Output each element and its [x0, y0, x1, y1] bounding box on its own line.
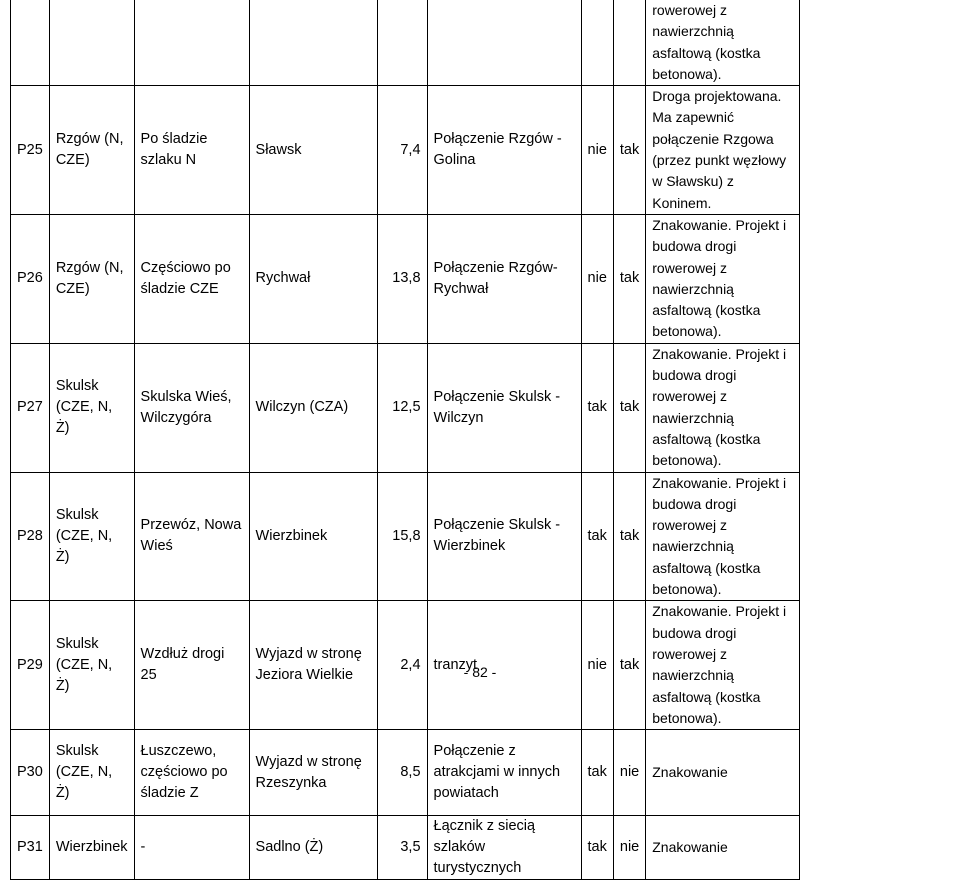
route-cell: Skulska Wieś, Wilczygóra: [134, 343, 249, 472]
from-cell: Skulsk (CZE, N, Ż): [49, 343, 134, 472]
to-cell: Wierzbinek: [249, 472, 377, 601]
flag-a-cell: tak: [581, 730, 613, 816]
route-cell: Wzdłuż drogi 25: [134, 601, 249, 730]
notes-cell: Znakowanie. Projekt i budowa drogi rowerowej z nawierzchnią asfaltową (kostka betonowa).: [646, 214, 800, 343]
from-cell: Skulsk (CZE, N, Ż): [49, 730, 134, 816]
flag-a-cell: tak: [581, 816, 613, 880]
flag-b-cell: nie: [613, 730, 645, 816]
table-row: [11, 343, 800, 472]
to-cell: Wilczyn (CZA): [249, 343, 377, 472]
table-row-continuation: [11, 0, 800, 86]
from-cell: Wierzbinek: [49, 816, 134, 880]
notes-cell: Znakowanie: [646, 730, 800, 816]
length-cell: 8,5: [377, 730, 427, 816]
connection-cell: Połączenie Skulsk - Wierzbinek: [427, 472, 581, 601]
table-row: [11, 86, 800, 215]
routes-table: [10, 0, 800, 880]
length-cell: 3,5: [377, 816, 427, 880]
connection-cell: Łącznik z siecią szlaków turystycznych: [427, 816, 581, 880]
row-id: P26: [11, 214, 50, 343]
page-number: - 82 -: [463, 664, 497, 680]
row-id: P27: [11, 343, 50, 472]
flag-a-cell: nie: [581, 86, 613, 215]
flag-b-cell: nie: [613, 816, 645, 880]
to-cell: Wyjazd w stronę Jeziora Wielkie: [249, 601, 377, 730]
row-id: P31: [11, 816, 50, 880]
flag-a-cell: tak: [581, 472, 613, 601]
flag-a-cell: tak: [581, 343, 613, 472]
length-cell: 12,5: [377, 343, 427, 472]
route-cell: Przewóz, Nowa Wieś: [134, 472, 249, 601]
table-row: [11, 816, 800, 880]
to-cell: Wyjazd w stronę Rzeszynka: [249, 730, 377, 816]
length-cell: 15,8: [377, 472, 427, 601]
to-cell: Sławsk: [249, 86, 377, 215]
connection-cell: tranzyt: [427, 601, 581, 730]
table-row: [11, 472, 800, 601]
connection-cell: Połączenie z atrakcjami w innych powiatach: [427, 730, 581, 816]
from-cell: Skulsk (CZE, N, Ż): [49, 472, 134, 601]
route-cell: Po śladzie szlaku N: [134, 86, 249, 215]
flag-b-cell: tak: [613, 86, 645, 215]
connection-cell: Połączenie Rzgów - Golina: [427, 86, 581, 215]
length-cell: 13,8: [377, 214, 427, 343]
route-cell: -: [134, 816, 249, 880]
row-id: P30: [11, 730, 50, 816]
length-cell: 2,4: [377, 601, 427, 730]
route-cell: Łuszczewo, częściowo po śladzie Z: [134, 730, 249, 816]
notes-cell: Droga projektowana. Ma zapewnić połączenie Rzgowa (przez punkt węzłowy w Sławsku) z Koninem.: [646, 86, 800, 215]
flag-b-cell: tak: [613, 343, 645, 472]
flag-b-cell: tak: [613, 472, 645, 601]
to-cell: Rychwał: [249, 214, 377, 343]
row-id: P25: [11, 86, 50, 215]
connection-cell: Połączenie Rzgów-Rychwał: [427, 214, 581, 343]
flag-b-cell: tak: [613, 601, 645, 730]
table-row: [11, 730, 800, 816]
connection-cell: Połączenie Skulsk - Wilczyn: [427, 343, 581, 472]
flag-a-cell: nie: [581, 601, 613, 730]
length-cell: 7,4: [377, 86, 427, 215]
row-id: P28: [11, 472, 50, 601]
notes-cell: Znakowanie. Projekt i budowa drogi rowerowej z nawierzchnią asfaltową (kostka betonowa).: [646, 472, 800, 601]
from-cell: Skulsk (CZE, N, Ż): [49, 601, 134, 730]
top-note: rowerowej z nawierzchnią asfaltową (kostka betonowa).: [646, 0, 800, 86]
flag-b-cell: tak: [613, 214, 645, 343]
flag-a-cell: nie: [581, 214, 613, 343]
route-cell: Częściowo po śladzie CZE: [134, 214, 249, 343]
table-row: [11, 214, 800, 343]
notes-cell: Znakowanie. Projekt i budowa drogi rowerowej z nawierzchnią asfaltową (kostka betonowa).: [646, 601, 800, 730]
row-id: P29: [11, 601, 50, 730]
notes-cell: Znakowanie: [646, 816, 800, 880]
from-cell: Rzgów (N, CZE): [49, 214, 134, 343]
from-cell: Rzgów (N, CZE): [49, 86, 134, 215]
notes-cell: Znakowanie. Projekt i budowa drogi rowerowej z nawierzchnią asfaltową (kostka betonowa).: [646, 343, 800, 472]
to-cell: Sadlno (Ż): [249, 816, 377, 880]
